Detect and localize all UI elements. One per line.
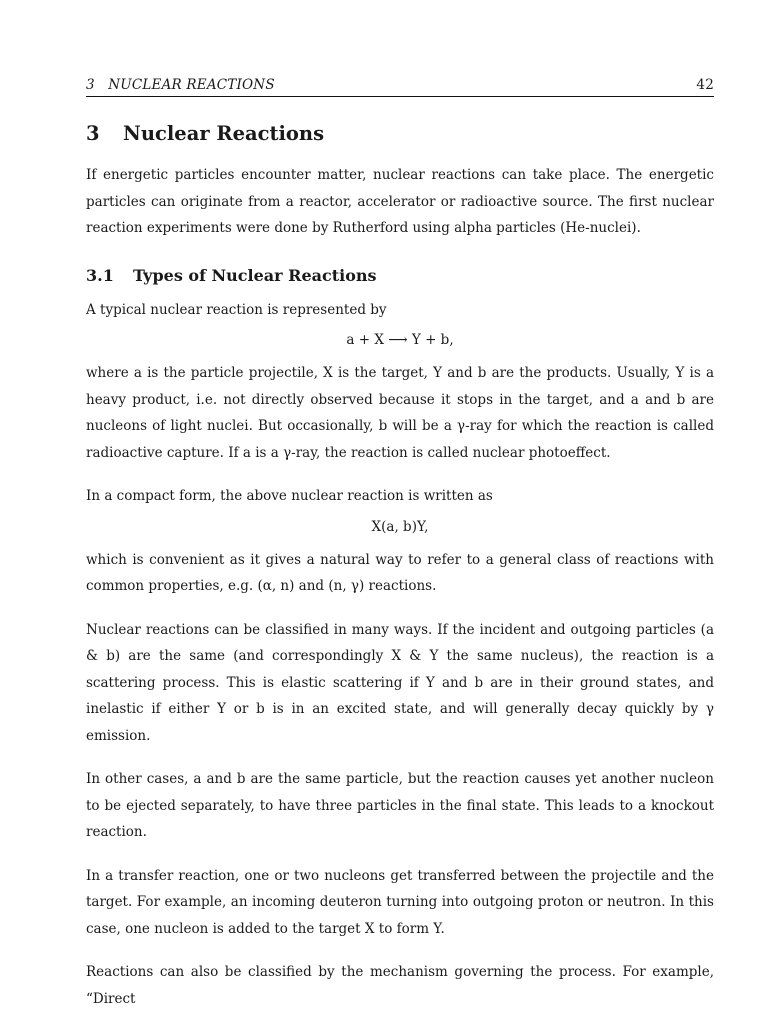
running-header xyxy=(86,77,714,93)
section-title: Nuclear Reactions xyxy=(123,122,325,145)
paragraph-transfer: In a transfer reaction, one or two nucleons get transferred between the projectile and the target. For example, an incoming deuteron turning into outgoing proton or neutron. In this case, one nucleon is added to the target X to form Y. xyxy=(86,867,714,937)
running-title: 3 NUCLEAR REACTIONS xyxy=(86,77,275,93)
equation-compact: X(a, b)Y, xyxy=(371,518,429,535)
header-rule xyxy=(86,96,714,97)
subsection-number: 3.1 xyxy=(86,265,114,285)
page-body xyxy=(86,118,714,1012)
paragraph-products: where a is the particle projectile, X is the target, Y and b are the products. Usually, Y is a heavy product, i.e. not directly observed because it stops in the target, and a and b are nucleons of light nuclei. But occasionally, b will be a γ-ray for which the reaction is called radioactive capture. If a is a γ-ray, the reaction is called nuclear photoeffect. xyxy=(86,365,714,461)
subsection-title: Types of Nuclear Reactions xyxy=(133,265,377,285)
paragraph-convenient: which is convenient as it gives a natural way to refer to a general class of reactions with common properties, e.g. (α, n) and (n, γ) reactions. xyxy=(86,551,714,594)
subsection-heading xyxy=(86,263,714,289)
section-number: 3 xyxy=(86,122,100,145)
paragraph-compact-form: In a compact form, the above nuclear reaction is written as xyxy=(86,488,493,504)
page-number: 42 xyxy=(696,77,714,93)
paragraph-mechanism: Reactions can also be classified by the mechanism governing the process. For example, “Direct xyxy=(86,964,714,1007)
section-heading xyxy=(86,118,714,150)
equation-reaction: a + X ⟶ Y + b, xyxy=(346,332,454,348)
paragraph-knockout: In other cases, a and b are the same particle, but the reaction causes yet another nucleon to be ejected separately, to have three particles in the final state. This leads to a knockout reaction. xyxy=(86,771,714,840)
intro-paragraph: If energetic particles encounter matter, nuclear reactions can take place. The energetic particles can originate from a reactor, accelerator or radioactive source. The first nuclear reaction experiments were done by Rutherford using alpha particles (He-nuclei). xyxy=(86,167,714,236)
paragraph-typical-reaction: A typical nuclear reaction is represented by xyxy=(86,301,387,318)
paragraph-classification: Nuclear reactions can be classified in many ways. If the incident and outgoing particles (a & b) are the same (and correspondingly X & Y the same nucleus), the reaction is a scattering process. This is elastic scattering if Y and b are in their ground states, and inelastic if either Y or b is in an excited state, and will generally decay quickly by γ emission. xyxy=(86,621,714,744)
